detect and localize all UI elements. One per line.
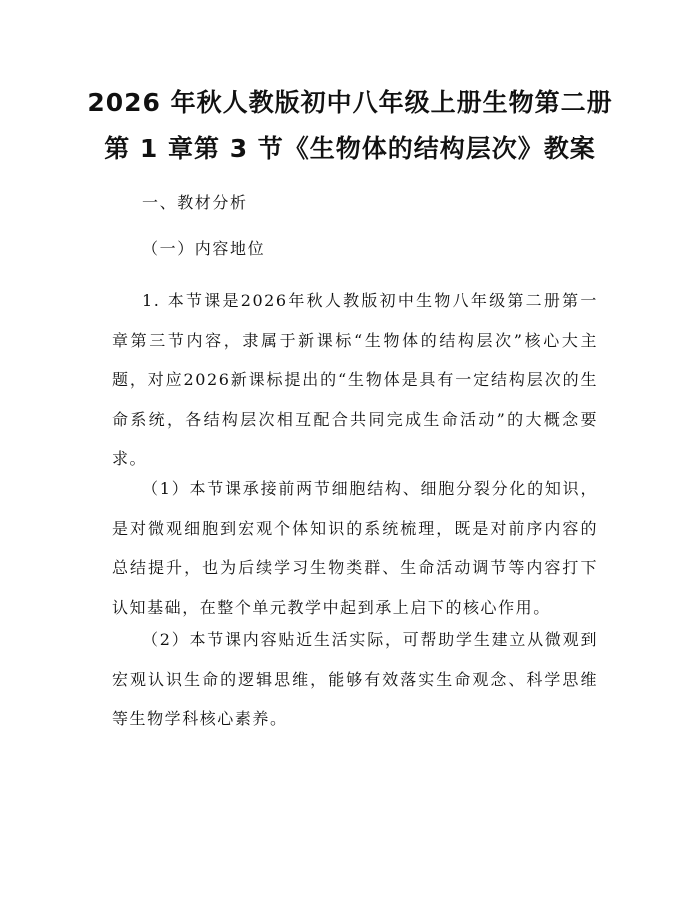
document-title-line-1: 2026 年秋人教版初中八年级上册生物第二册 xyxy=(87,88,613,117)
section-heading: 一、教材分析 xyxy=(142,193,248,212)
paragraph-3: （2）本节课内容贴近生活实际，可帮助学生建立从微观到宏观认识生命的逻辑思维，能够有效落实生命观念、科学思维等生物学科核心素养。 xyxy=(112,630,598,728)
paragraph-2: （1）本节课承接前两节细胞结构、细胞分裂分化的知识，是对微观细胞到宏观个体知识的系统梳理，既是对前序内容的总结提升，也为后续学习生物类群、生命活动调节等内容打下认知基础，在整个单元教学中起到承上启下的核心作用。 xyxy=(112,479,598,617)
document-title-line-2: 第 1 章第 3 节《生物体的结构层次》教案 xyxy=(104,134,596,163)
paragraph-1: 1. 本节课是2026年秋人教版初中生物八年级第二册第一章第三节内容，隶属于新课标“生物体的结构层次”核心大主题，对应2026新课标提出的“生物体是具有一定结构层次的生命系统，各结构层次相互配合共同完成生命活动”的大概念要求。 xyxy=(112,291,598,468)
subsection-heading: （一）内容地位 xyxy=(142,239,266,258)
